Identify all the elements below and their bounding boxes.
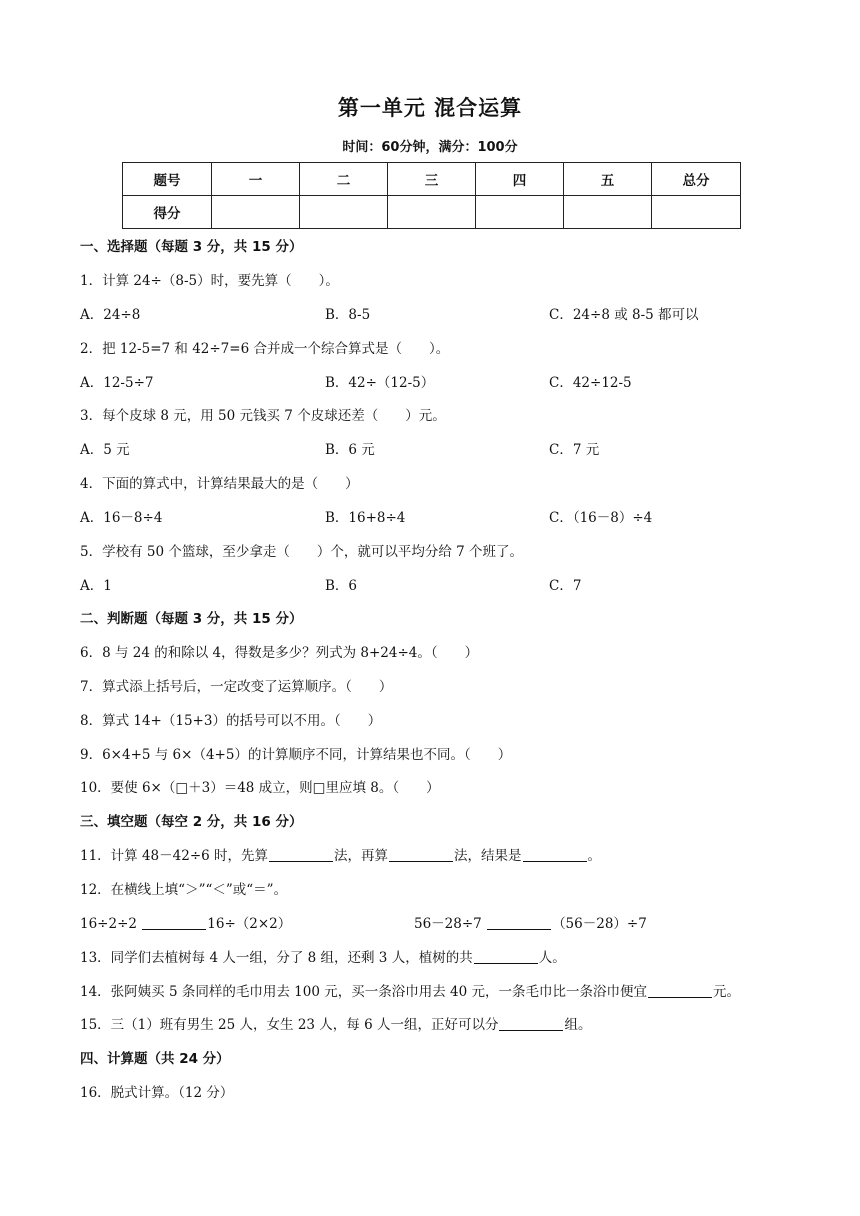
question-13 bbox=[80, 948, 566, 968]
question-6: 6．8 与 24 的和除以 4，得数是多少？列式为 8+24÷4。（ ） bbox=[80, 645, 479, 661]
question-7: 7．算式添上括号后，一定改变了运算顺序。（ ） bbox=[80, 679, 393, 695]
section-heading-judge: 二、判断题（每题 3 分，共 15 分） bbox=[80, 611, 303, 627]
question-text: 13．同学们去植树每 4 人一组，分了 8 组，还剩 3 人，植树的共 bbox=[80, 950, 473, 966]
answer-blank[interactable] bbox=[474, 949, 538, 964]
question-9: 9．6×4+5 与 6×（4+5）的计算顺序不同，计算结果也不同。（ ） bbox=[80, 747, 512, 763]
section-heading-calc: 四、计算题（共 24 分） bbox=[80, 1051, 230, 1067]
score-cell[interactable] bbox=[388, 196, 476, 229]
question-15 bbox=[80, 1015, 591, 1035]
table-header-cell: 总分 bbox=[652, 163, 741, 196]
answer-blank[interactable] bbox=[499, 1016, 563, 1031]
option-a: A．1 bbox=[80, 578, 112, 594]
question-1: 1．计算 24÷（8-5）时，要先算（ ）。 bbox=[80, 273, 339, 289]
option-c: C．（16－8）÷4 bbox=[549, 510, 653, 526]
score-cell[interactable] bbox=[476, 196, 564, 229]
question-11 bbox=[80, 846, 601, 866]
expression: 16÷（2×2） bbox=[207, 916, 292, 932]
question-text: 法，结果是 bbox=[454, 848, 522, 864]
answer-blank[interactable] bbox=[523, 847, 587, 862]
option-a: A．24÷8 bbox=[80, 307, 141, 323]
question-5: 5．学校有 50 个篮球，至少拿走（ ）个，就可以平均分给 7 个班了。 bbox=[80, 544, 524, 560]
question-16: 16．脱式计算。（12 分） bbox=[80, 1085, 234, 1101]
table-row bbox=[123, 196, 741, 229]
answer-blank[interactable] bbox=[142, 915, 206, 930]
table-row bbox=[123, 163, 741, 196]
question-text: 法，再算 bbox=[334, 848, 389, 864]
expression: 16÷2÷2 bbox=[80, 916, 137, 932]
table-header-cell: 题号 bbox=[123, 163, 212, 196]
question-text: 人。 bbox=[538, 950, 566, 966]
answer-blank[interactable] bbox=[389, 847, 453, 862]
question-12: 12．在横线上填“＞”“＜”或“＝”。 bbox=[80, 882, 288, 898]
question-2: 2．把 12-5=7 和 42÷7=6 合并成一个综合算式是（ ）。 bbox=[80, 341, 450, 357]
score-cell[interactable] bbox=[652, 196, 741, 229]
question-text: 14．张阿姨买 5 条同样的毛巾用去 100 元，买一条浴巾用去 40 元，一条毛巾比一条浴巾便宜 bbox=[80, 984, 647, 1000]
option-c: C．42÷12-5 bbox=[549, 375, 632, 391]
question-3: 3．每个皮球 8 元，用 50 元钱买 7 个皮球还差（ ）元。 bbox=[80, 408, 446, 424]
question-text: 15．三（1）班有男生 25 人，女生 23 人，每 6 人一组，正好可以分 bbox=[80, 1017, 499, 1033]
option-b: B．8-5 bbox=[325, 307, 371, 323]
answer-blank[interactable] bbox=[648, 983, 712, 998]
section-heading-choice: 一、选择题（每题 3 分，共 15 分） bbox=[80, 239, 303, 255]
score-table bbox=[122, 162, 741, 229]
expression: （56－28）÷7 bbox=[552, 916, 647, 932]
table-header-cell: 三 bbox=[388, 163, 476, 196]
question-text: 11．计算 48－42÷6 时，先算 bbox=[80, 848, 269, 864]
page-title: 第一单元 混合运算 bbox=[337, 96, 523, 120]
expression: 56－28÷7 bbox=[414, 916, 482, 932]
compare-right bbox=[414, 914, 647, 934]
option-c: C．7 bbox=[549, 578, 582, 594]
option-b: B．42÷（12-5） bbox=[325, 375, 435, 391]
table-row-label: 得分 bbox=[123, 196, 212, 229]
question-4: 4．下面的算式中，计算结果最大的是（ ） bbox=[80, 476, 359, 492]
option-a: A．12-5÷7 bbox=[80, 375, 154, 391]
answer-blank[interactable] bbox=[487, 915, 551, 930]
compare-left bbox=[80, 914, 291, 934]
question-text: 组。 bbox=[564, 1017, 592, 1033]
option-c: C．24÷8 或 8-5 都可以 bbox=[549, 307, 699, 323]
question-text: 。 bbox=[587, 848, 602, 864]
exam-info: 时间：60分钟，满分：100分 bbox=[342, 140, 518, 155]
table-header-cell: 二 bbox=[300, 163, 388, 196]
score-cell[interactable] bbox=[212, 196, 300, 229]
option-c: C．7 元 bbox=[549, 442, 600, 458]
question-10: 10．要使 6×（□＋3）＝48 成立，则□里应填 8。（ ） bbox=[80, 780, 440, 796]
option-b: B．6 bbox=[325, 578, 358, 594]
option-a: A．16－8÷4 bbox=[80, 510, 163, 526]
option-b: B．16+8÷4 bbox=[325, 510, 406, 526]
option-b: B．6 元 bbox=[325, 442, 375, 458]
table-header-cell: 一 bbox=[212, 163, 300, 196]
section-heading-fill: 三、填空题（每空 2 分，共 16 分） bbox=[80, 814, 303, 830]
score-cell[interactable] bbox=[300, 196, 388, 229]
answer-blank[interactable] bbox=[269, 847, 333, 862]
question-text: 元。 bbox=[712, 984, 740, 1000]
question-14 bbox=[80, 982, 740, 1002]
question-8: 8．算式 14+（15+3）的括号可以不用。（ ） bbox=[80, 713, 382, 729]
score-cell[interactable] bbox=[564, 196, 652, 229]
table-header-cell: 四 bbox=[476, 163, 564, 196]
option-a: A．5 元 bbox=[80, 442, 130, 458]
table-header-cell: 五 bbox=[564, 163, 652, 196]
